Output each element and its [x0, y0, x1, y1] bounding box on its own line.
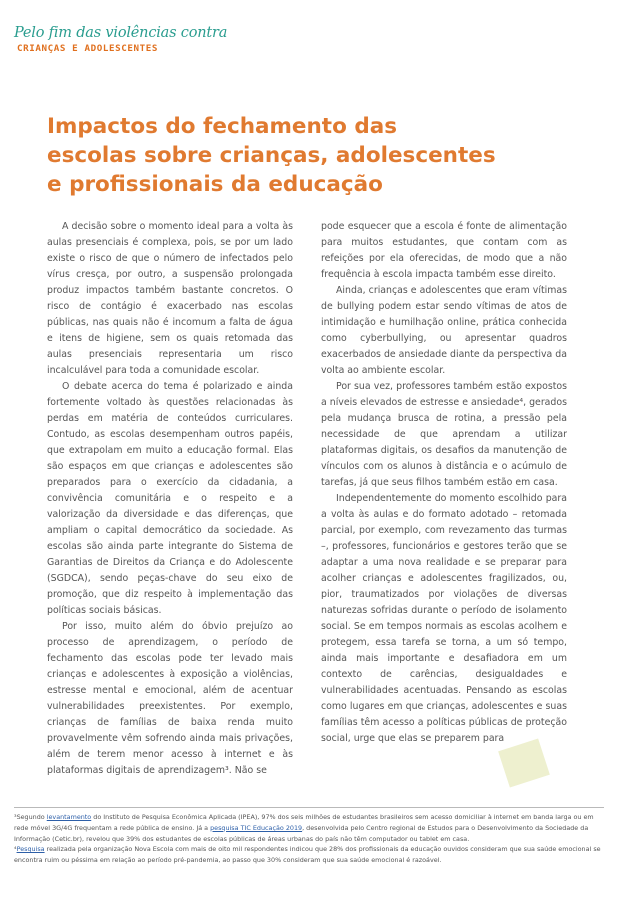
footnote-marker: ³: [14, 813, 17, 821]
campaign-logo: [14, 25, 228, 57]
footnote-link-pesquisa[interactable]: Pesquisa: [16, 845, 45, 854]
footnote-text: , desenvolvida pelo Centro regional de Estudos para o Desenvolvimento da Sociedade da Informação (Cetic.br), revelou que 39% dos estudantes de escolas públicas de áreas urbanas do país não têm computador ou tablet em casa.: [14, 823, 589, 843]
footnote-link-tic-educacao[interactable]: pesquisa TIC Educação 2019: [210, 823, 303, 832]
footnotes: [14, 812, 604, 866]
paragraph: pode esquecer que a escola é fonte de alimentação para muitos estudantes, que contam com as refeições por ela oferecidas, de modo que a não frequência à escola impacta também esse direito.: [321, 221, 567, 280]
paragraph: Por sua vez, professores também estão expostos a níveis elevados de estresse e ansiedade⁴, gerados pela mudança brusca de rotina, a pressão pela necessidade de que aprendam a utilizar plataformas digitais, os desafios da manutenção de vínculos com os alunos à distância e o acúmulo de tarefas, já que seus filhos também estão em casa.: [321, 381, 567, 488]
title-line: Impactos do fechamento das: [47, 114, 398, 139]
paragraph: Ainda, crianças e adolescentes que eram vítimas de bullying podem estar sendo vítimas de atos de intimidação e humilhação online, prática conhecida como cyberbullying, ou apresentar quadros exacerbados de ansiedade diante da perspectiva da volta ao ambiente escolar.: [321, 285, 567, 376]
footnote-text: do Instituto de Pesquisa Econômica Aplicada (IPEA), 97% dos seis milhões de estudantes brasileiros sem acesso domiciliar à internet em banda larga ou em rede móvel 3G/4G frequentam a rede pública de ensino. Já a: [14, 813, 594, 832]
logo-caps-text: CRIANÇAS E ADOLESCENTES: [17, 43, 159, 54]
footnote-link-levantamento[interactable]: levantamento: [46, 813, 92, 821]
footnote-3: [14, 812, 604, 844]
article-title: [47, 112, 496, 199]
logo-script-text: Pelo fim das violências contra: [14, 25, 228, 41]
footnote-text: Segundo: [16, 813, 47, 821]
left-column: [47, 219, 293, 779]
paragraph: Por isso, muito além do óbvio prejuízo ao processo de aprendizagem, o período de fechamento das escolas pode ter levado mais crianças e adolescentes à exposição a violências, estresse mental e emocional, além de acentuar vulnerabilidades preexistentes. Por exemplo, crianças de famílias de baixa renda muito provavelmente vêm sofrendo ainda mais privações, além de terem menor acesso à internet e às plataformas digitais de aprendizagem³. Não se: [47, 621, 293, 776]
paragraph: A decisão sobre o momento ideal para a volta às aulas presenciais é complexa, pois, se por um lado existe o risco de que o número de infectados pelo vírus cresça, por outro, a suspensão prolongada produz impactos também bastante concretos. O risco de contágio é exacerbado nas escolas públicas, nas quais não é incomum a falta de água e itens de higiene, sem os quais retomada das aulas presenciais representaria um risco incalculável para toda a comunidade escolar.: [47, 221, 293, 376]
footnote-text: realizada pela organização Nova Escola com mais de oito mil respondentes indicou que 28% dos profissionais da educação ouvidos consideram que sua saúde emocional se encontra ruim ou péssima em relação ao período pré-pandemia, ao passo que 30% consideram que sua saúde emocional é razoável.: [14, 845, 601, 865]
footnote-4: [14, 844, 604, 866]
right-column: [321, 219, 567, 747]
footnote-divider: [14, 807, 604, 808]
title-line: escolas sobre crianças, adolescentes: [47, 143, 496, 168]
title-line: e profissionais da educação: [47, 172, 383, 197]
footnote-marker: ⁴: [14, 845, 17, 854]
paragraph: O debate acerca do tema é polarizado e ainda fortemente voltado às questões relacionadas às perdas em matéria de conteúdos curriculares. Contudo, as escolas desempenham outros papéis, que extrapolam em muito a educação formal. Elas são espaços em que crianças e adolescentes são preparados para o exercício da cidadania, a convivência comunitária e o respeito e a valorização da diversidade e das diferenças, que ampliam o capital democrático da sociedade. As escolas são ainda parte integrante do Sistema de Garantias de Direitos da Criança e do Adolescente (SGDCA), sendo peças-chave do seu eixo de promoção, que diz respeito à implementação das políticas sociais básicas.: [47, 381, 293, 616]
paragraph: Independentemente do momento escolhido para a volta às aulas e do formato adotado – retomada parcial, por exemplo, com revezamento das turmas –, professores, funcionários e gestores terão que se adaptar a uma nova realidade e se preparar para acolher crianças e adolescentes fragilizados, ou, pior, traumatizados por violações de diversas naturezas sofridas durante o período de isolamento social. Se em tempos normais as escolas acolhem e protegem, essa tarefa se torna, a um só tempo, ainda mais importante e desafiadora em um contexto de carências, desigualdades e vulnerabilidades acentuadas. Pensando as escolas como lugares em que crianças, adolescentes e suas famílias têm acesso a políticas públicas de proteção social, urge que elas se preparem para: [321, 493, 567, 744]
